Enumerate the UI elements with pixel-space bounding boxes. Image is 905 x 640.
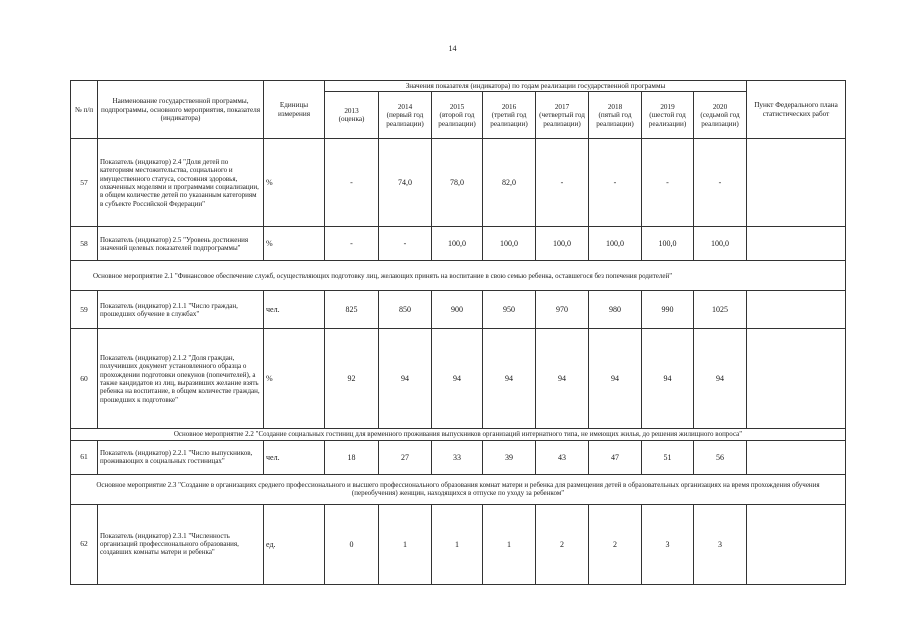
value-2020: 1025 bbox=[694, 291, 747, 329]
plan-item-cell bbox=[747, 440, 846, 474]
value-2019: 51 bbox=[642, 440, 694, 474]
value-2016: 39 bbox=[483, 440, 536, 474]
value-2020: 56 bbox=[694, 440, 747, 474]
row-num: 57 bbox=[71, 139, 98, 227]
header-year-2014: 2014 (первый год реализации) bbox=[379, 92, 432, 139]
table-row bbox=[71, 504, 846, 584]
unit-cell: чел. bbox=[264, 440, 325, 474]
unit-cell: ед. bbox=[264, 504, 325, 584]
value-2014: 94 bbox=[379, 329, 432, 429]
header-plan-item: Пункт Федерального плана статистических работ bbox=[747, 81, 846, 139]
value-2013: - bbox=[325, 227, 379, 261]
value-2018: 94 bbox=[589, 329, 642, 429]
header-unit: Единицы измерения bbox=[264, 81, 325, 139]
plan-item-cell bbox=[747, 291, 846, 329]
value-2017: 100,0 bbox=[536, 227, 589, 261]
value-2018: - bbox=[589, 139, 642, 227]
section-row bbox=[71, 474, 846, 504]
value-2013: 825 bbox=[325, 291, 379, 329]
value-2014: 1 bbox=[379, 504, 432, 584]
header-year-2018: 2018 (пятый год реализации) bbox=[589, 92, 642, 139]
indicator-name: Показатель (индикатор) 2.1.2 "Доля граждан, получивших документ установленного образца о прохождении подготовки опекунов (попечителей), а также кандидатов из лиц, выразивших желание взять ребенка на воспитание, в общем количестве граждан, прошедших к подготовке" bbox=[98, 329, 264, 429]
value-2020: 94 bbox=[694, 329, 747, 429]
value-2016: 950 bbox=[483, 291, 536, 329]
header-num: № п/п bbox=[71, 81, 98, 139]
section-2-1-title: Основное мероприятие 2.1 "Финансовое обеспечение служб, осуществляющих подготовку лиц, желающих принять на воспитание в свою семью ребенка, оставшегося без попечения родителей" bbox=[71, 261, 846, 291]
value-2016: 1 bbox=[483, 504, 536, 584]
header-year-2016: 2016 (третий год реализации) bbox=[483, 92, 536, 139]
unit-cell: % bbox=[264, 139, 325, 227]
page-number: 14 bbox=[448, 44, 457, 53]
header-year-2019: 2019 (шестой год реализации) bbox=[642, 92, 694, 139]
value-2017: 94 bbox=[536, 329, 589, 429]
value-2019: - bbox=[642, 139, 694, 227]
header-values-group: Значения показателя (индикатора) по годам реализации государственной программы bbox=[325, 81, 747, 92]
table-row bbox=[71, 329, 846, 429]
value-2015: 1 bbox=[432, 504, 483, 584]
value-2015: 78,0 bbox=[432, 139, 483, 227]
section-row bbox=[71, 261, 846, 291]
header-year-2015: 2015 (второй год реализации) bbox=[432, 92, 483, 139]
value-2015: 900 bbox=[432, 291, 483, 329]
row-num: 62 bbox=[71, 504, 98, 584]
indicator-name: Показатель (индикатор) 2.3.1 "Численность организаций профессионального образования, создавших комнаты матери и ребенка" bbox=[98, 504, 264, 584]
value-2019: 990 bbox=[642, 291, 694, 329]
value-2014: 27 bbox=[379, 440, 432, 474]
unit-cell: чел. bbox=[264, 291, 325, 329]
header-year-2013: 2013 (оценка) bbox=[325, 92, 379, 139]
value-2015: 100,0 bbox=[432, 227, 483, 261]
indicator-name: Показатель (индикатор) 2.5 "Уровень достижения значений целевых показателей подпрограммы" bbox=[98, 227, 264, 261]
section-row bbox=[71, 429, 846, 440]
value-2018: 100,0 bbox=[589, 227, 642, 261]
indicator-name: Показатель (индикатор) 2.4 "Доля детей по категориям местожительства, социального и имущественного статуса, состояния здоровья, охваченных моделями и программами социализации, в общем количестве детей по указанным категориям в субъекте Российской Федерации" bbox=[98, 139, 264, 227]
header-year-2017: 2017 (четвертый год реализации) bbox=[536, 92, 589, 139]
row-num: 60 bbox=[71, 329, 98, 429]
value-2017: 2 bbox=[536, 504, 589, 584]
row-num: 61 bbox=[71, 440, 98, 474]
value-2014: 850 bbox=[379, 291, 432, 329]
value-2018: 980 bbox=[589, 291, 642, 329]
value-2015: 94 bbox=[432, 329, 483, 429]
row-num: 59 bbox=[71, 291, 98, 329]
indicator-name: Показатель (индикатор) 2.1.1 "Число граждан, прошедших обучение в службах" bbox=[98, 291, 264, 329]
value-2017: 43 bbox=[536, 440, 589, 474]
plan-item-cell bbox=[747, 139, 846, 227]
plan-item-cell bbox=[747, 504, 846, 584]
value-2018: 2 bbox=[589, 504, 642, 584]
value-2020: 3 bbox=[694, 504, 747, 584]
indicator-name: Показатель (индикатор) 2.2.1 "Число выпускников, проживающих в социальных гостиницах" bbox=[98, 440, 264, 474]
row-num: 58 bbox=[71, 227, 98, 261]
value-2013: 0 bbox=[325, 504, 379, 584]
header-year-2020: 2020 (седьмой год реализации) bbox=[694, 92, 747, 139]
unit-cell: % bbox=[264, 329, 325, 429]
value-2019: 3 bbox=[642, 504, 694, 584]
value-2014: 74,0 bbox=[379, 139, 432, 227]
value-2016: 82,0 bbox=[483, 139, 536, 227]
value-2016: 100,0 bbox=[483, 227, 536, 261]
value-2019: 94 bbox=[642, 329, 694, 429]
value-2018: 47 bbox=[589, 440, 642, 474]
value-2020: 100,0 bbox=[694, 227, 747, 261]
value-2016: 94 bbox=[483, 329, 536, 429]
value-2015: 33 bbox=[432, 440, 483, 474]
header-name: Наименование государственной программы, подпрограммы, основного мероприятия, показателя (индикатора) bbox=[98, 81, 264, 139]
value-2019: 100,0 bbox=[642, 227, 694, 261]
plan-item-cell bbox=[747, 227, 846, 261]
table-row bbox=[71, 139, 846, 227]
value-2013: 18 bbox=[325, 440, 379, 474]
table-row bbox=[71, 440, 846, 474]
indicators-table bbox=[70, 80, 846, 585]
section-2-3-title: Основное мероприятие 2.3 "Создание в организациях среднего профессионального и высшего профессионального образования комнат матери и ребенка для размещения детей в образовательных организациях на время прохождения обучения (переобучения) женщин, находящихся в отпуске по уходу за ребенком" bbox=[71, 474, 846, 504]
value-2013: 92 bbox=[325, 329, 379, 429]
value-2017: 970 bbox=[536, 291, 589, 329]
value-2017: - bbox=[536, 139, 589, 227]
unit-cell: % bbox=[264, 227, 325, 261]
value-2020: - bbox=[694, 139, 747, 227]
value-2013: - bbox=[325, 139, 379, 227]
plan-item-cell bbox=[747, 329, 846, 429]
table-row bbox=[71, 291, 846, 329]
section-2-2-title: Основное мероприятие 2.2 "Создание социальных гостиниц для временного проживания выпускников организаций интернатного типа, не имеющих жилья, до решения жилищного вопроса" bbox=[71, 429, 846, 440]
value-2014: - bbox=[379, 227, 432, 261]
table-row bbox=[71, 227, 846, 261]
